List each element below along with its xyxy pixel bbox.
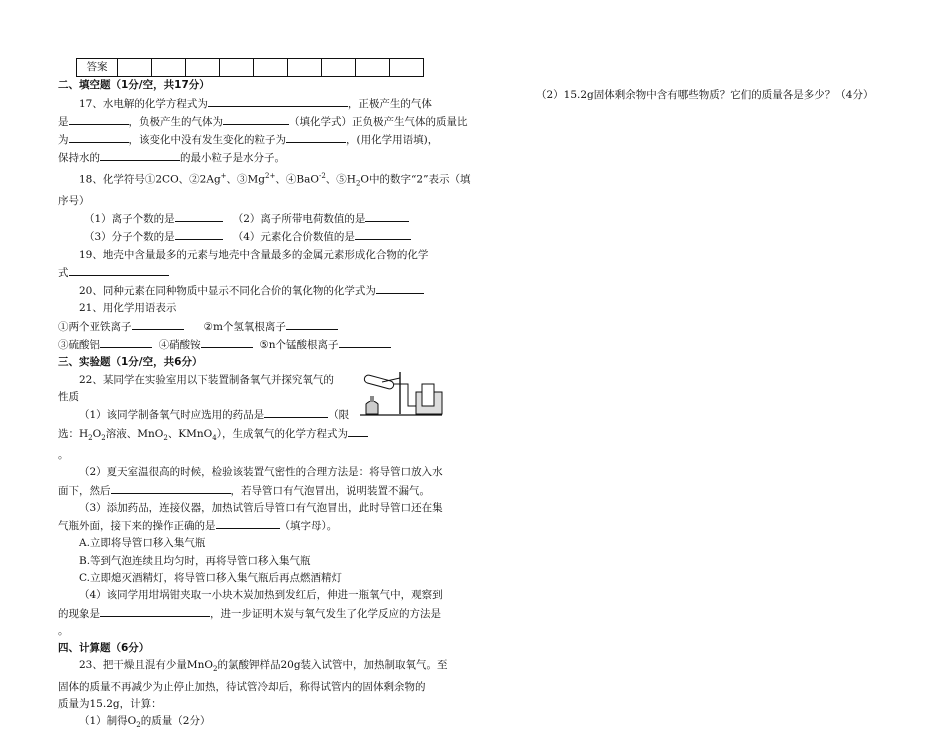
answer-blank[interactable] — [175, 210, 223, 222]
answer-cell — [254, 59, 288, 77]
q21-line2: ①两个亚铁离子 ②m个氢氧根离子 — [58, 318, 446, 336]
q22-option-c: C.立即熄灭酒精灯，将导管口移入集气瓶后再点燃酒精灯 — [79, 572, 342, 584]
answer-blank[interactable] — [100, 336, 152, 348]
answer-blank[interactable] — [365, 210, 409, 222]
q22-block — [58, 372, 446, 641]
q22-p1-line3: 。 — [58, 448, 69, 461]
q18-line1: 18、化学符号①2CO、②2Ag+、$③Mg^{2+}$、④BaO$^{-2}$、$⑤H_2O$中的数字“2”表示（填 — [79, 171, 471, 188]
q18-options-b: （3）分子个数的是 （4）元素化合价数值的是 — [58, 228, 446, 246]
answer-cell — [152, 59, 186, 77]
q17-line1: 17、水电解的化学方程式为 ，正极产生的气体 — [58, 95, 446, 113]
answer-label: 答案 — [77, 59, 118, 77]
left-column — [58, 58, 471, 735]
q22-p3-line2: 气瓶外面，接下来的操作正确的是 （填字母）。 — [58, 517, 446, 535]
q21-line3: ③硫酸铝 ④硝酸铵 ⑤n个锰酸根离子 — [58, 336, 446, 354]
q20: 20、同种元素在同种物质中显示不同化合价的氧化物的化学式为 — [58, 282, 446, 300]
q22-option-b: B.等到气泡连续且均匀时，再将导管口移入集气瓶 — [79, 554, 311, 567]
answer-blank[interactable] — [376, 282, 424, 294]
answer-cell — [220, 59, 254, 77]
q22-p3-line1: （3）添加药品，连接仪器，加热试管后导管口有气泡冒出，此时导管口还在集 — [79, 501, 443, 514]
section-fill-title: 二、填空题（1分/空，共17分） — [58, 79, 210, 92]
answer-blank[interactable] — [264, 406, 328, 418]
q23-line2: 固体的质量不再减少为止停止加热，待试管冷却后，称得试管内的固体剩余物的 — [58, 680, 426, 693]
q18-line2: 序号） — [58, 194, 90, 207]
q22-line2: 性质 — [58, 390, 79, 403]
q19-line2: 式 — [58, 264, 446, 282]
answer-cell — [356, 59, 390, 77]
answer-table — [76, 58, 424, 77]
answer-blank[interactable] — [223, 113, 289, 125]
answer-blank[interactable] — [100, 605, 210, 617]
oxygen-apparatus-diagram — [358, 370, 444, 420]
section-experiment-title: 三、实验题（1分/空，共6分） — [58, 356, 203, 369]
answer-blank[interactable] — [208, 95, 348, 107]
q18-options-a: （1）离子个数的是 （2）离子所带电荷数值的是 — [58, 210, 446, 228]
answer-blank[interactable] — [216, 517, 280, 529]
answer-cell — [322, 59, 356, 77]
answer-blank[interactable] — [69, 264, 169, 276]
q22-p2-line2: 面下，然后 ，若导管口有气泡冒出，说明装置不漏气。 — [58, 482, 446, 500]
q23-part1: （1）制得$O_2$的质量（2分） — [79, 715, 211, 730]
q22-option-a: A.立即将导管口移入集气瓶 — [79, 537, 206, 550]
answer-cell — [186, 59, 220, 77]
q23-part2: （2）15.2g固体剩余物中含有哪些物质？它们的质量各是多少？（4分） — [536, 89, 874, 101]
q22-p2-line1: （2）夏天室温很高的时候，检验该装置气密性的合理方法是：将导管口放入水 — [79, 466, 443, 479]
answer-blank[interactable] — [348, 425, 368, 437]
section-calc-title: 四、计算题（6分） — [58, 642, 150, 655]
q17-line3: 为 ，该变化中没有发生变化的粒子为 ，(用化学用语填)， — [58, 131, 446, 149]
q23-line3: 质量为15.2g，计算： — [58, 698, 162, 711]
q17-line2: 是 ，负极产生的气体为 （填化学式）正负极产生气体的质量比 — [58, 113, 446, 131]
answer-blank[interactable] — [69, 131, 129, 143]
answer-cell — [288, 59, 322, 77]
answer-blank[interactable] — [201, 336, 253, 348]
answer-blank[interactable] — [355, 228, 411, 240]
q21-line1: 21、用化学用语表示 — [79, 302, 177, 315]
q22-p1-line2: 选：$H_2O_2$溶液、MnO$_2$、KMnO$_4$），生成氧气的化学方程式为 — [58, 425, 446, 447]
q22-p1-line1: （1）该同学制备氧气时应选用的药品是 （限 — [58, 406, 446, 424]
answer-blank[interactable] — [111, 482, 231, 494]
right-column — [536, 87, 896, 104]
answer-blank[interactable] — [69, 113, 129, 125]
q22-p4-line1: （4）该同学用坩埚钳夹取一小块木炭加热到发红后，伸进一瓶氧气中，观察到 — [79, 589, 443, 602]
q19-line1: 19、地壳中含量最多的元素与地壳中含量最多的金属元素形成化合物的化学 — [79, 248, 429, 261]
answer-cell — [390, 59, 424, 77]
answer-blank[interactable] — [175, 228, 223, 240]
answer-blank[interactable] — [286, 318, 338, 330]
answer-blank[interactable] — [339, 336, 391, 348]
q23-line1: 23、把干燥且混有少量MnO$_2$的氯酸钾样品20g装入试管中，加热制取氧气。至 — [79, 659, 448, 674]
q22-line1: 22、某同学在实验室用以下装置制备氧气并探究氧气的 — [79, 373, 334, 386]
q22-p4-line3: 。 — [58, 624, 69, 637]
answer-blank[interactable] — [132, 318, 184, 330]
answer-blank[interactable] — [286, 131, 346, 143]
answer-cell — [118, 59, 152, 77]
answer-blank[interactable] — [100, 149, 180, 161]
q22-p4-line2: 的现象是 ，进一步证明木炭与氧气发生了化学反应的方法是 — [58, 605, 446, 623]
q17-line4: 保持水的 的最小粒子是水分子。 — [58, 149, 446, 167]
